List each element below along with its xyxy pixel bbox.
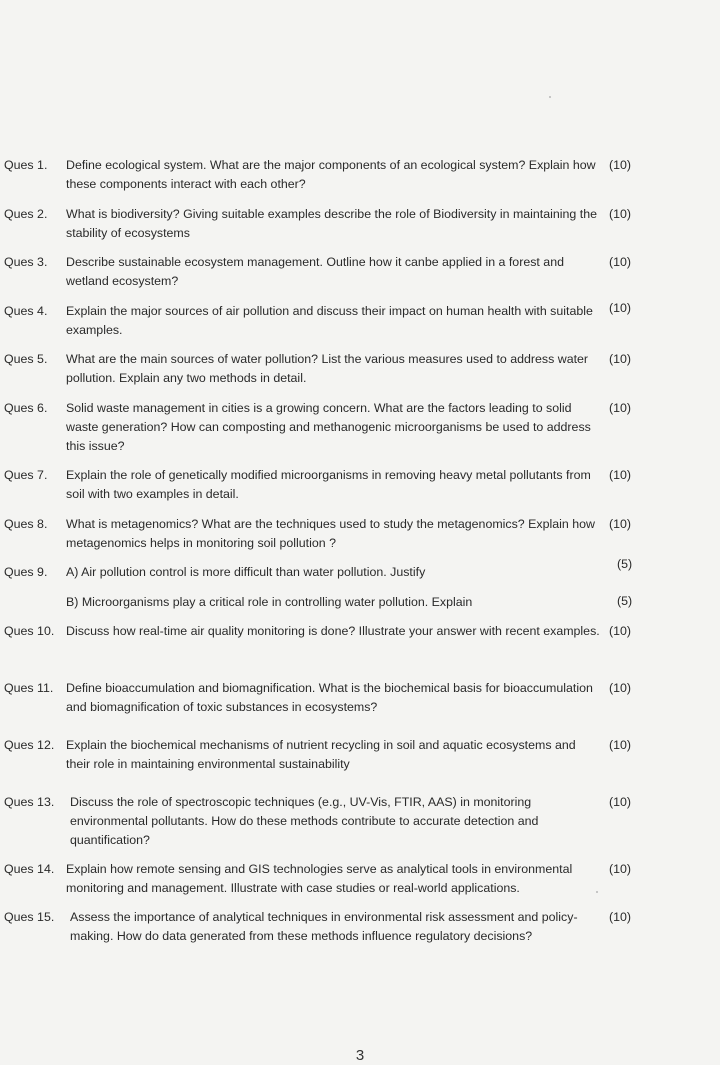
question-text: B) Microorganisms play a critical role in controlling water pollution. Explain <box>66 595 473 609</box>
question-text: What is biodiversity? Giving suitable examples describe the role of Biodiversity in maintaining the stability of ecosystems <box>66 207 597 240</box>
question-marks: (10) <box>609 352 632 366</box>
question-text: Describe sustainable ecosystem management. Outline how it canbe applied in a forest and wetland ecosystem? <box>66 255 564 288</box>
question-number: Ques 9. <box>4 565 48 579</box>
question-marks: (5) <box>617 557 633 571</box>
question-text: Explain the role of genetically modified microorganisms in removing heavy metal pollutants from soil with two examples in detail. <box>66 468 591 501</box>
question-text: Assess the importance of analytical techniques in environmental risk assessment and policy-making. How do data generated from these methods influence regulatory decisions? <box>70 910 578 943</box>
question-text: A) Air pollution control is more difficult than water pollution. Justify <box>66 565 426 579</box>
question-number: Ques 1. <box>4 158 48 172</box>
question-number: Ques 5. <box>4 352 48 366</box>
question-text: Discuss how real-time air quality monitoring is done? Illustrate your answer with recent examples. <box>66 624 600 638</box>
question-text: Explain the major sources of air pollution and discuss their impact on human health with suitable examples. <box>66 304 593 337</box>
question-text: What is metagenomics? What are the techniques used to study the metagenomics? Explain how metagenomics helps in monitoring soil pollution ? <box>66 517 595 550</box>
question-number: Ques 3. <box>4 255 48 269</box>
question-text: Define ecological system. What are the major components of an ecological system? Explain how these components interact with each other? <box>66 158 596 191</box>
question-marks: (10) <box>609 681 632 695</box>
scan-speck <box>549 96 551 98</box>
question-marks: (10) <box>609 862 632 876</box>
question-number: Ques 14. <box>4 862 55 876</box>
question-number: Ques 8. <box>4 517 48 531</box>
question-marks: (10) <box>609 207 632 221</box>
question-marks: (10) <box>609 401 632 415</box>
question-marks: (10) <box>609 738 632 752</box>
question-number: Ques 15. <box>4 910 55 924</box>
question-marks: (10) <box>609 255 632 269</box>
question-marks: (10) <box>609 517 632 531</box>
question-number: Ques 13. <box>4 795 55 809</box>
question-text: Explain how remote sensing and GIS technologies serve as analytical tools in environmental monitoring and management. Illustrate with case studies or real-world applications. <box>66 862 573 895</box>
question-marks: (10) <box>609 301 632 315</box>
question-number: Ques 6. <box>4 401 48 415</box>
page-number: 3 <box>355 1047 365 1064</box>
question-text: Define bioaccumulation and biomagnification. What is the biochemical basis for bioaccumulation and biomagnification of toxic substances in ecosystems? <box>66 681 593 714</box>
question-number: Ques 7. <box>4 468 48 482</box>
question-text: What are the main sources of water pollution? List the various measures used to address water pollution. Explain any two methods in detail. <box>66 352 589 385</box>
question-text: Solid waste management in cities is a growing concern. What are the factors leading to solid waste generation? How can composting and methanogenic microorganisms be used to address this issue? <box>66 401 591 453</box>
question-marks: (10) <box>609 795 632 809</box>
question-marks: (10) <box>609 158 632 172</box>
question-marks: (5) <box>617 594 633 608</box>
question-marks: (10) <box>609 624 632 638</box>
question-text: Discuss the role of spectroscopic techniques (e.g., UV-Vis, FTIR, AAS) in monitoring environmental pollutants. How do these methods contribute to accurate detection and quantification? <box>70 795 539 847</box>
question-number: Ques 12. <box>4 738 55 752</box>
question-number: Ques 4. <box>4 304 48 318</box>
question-number: Ques 10. <box>4 624 55 638</box>
question-marks: (10) <box>609 468 632 482</box>
question-marks: (10) <box>609 910 632 924</box>
question-text: Explain the biochemical mechanisms of nutrient recycling in soil and aquatic ecosystems and their role in maintaining environmental sustainability <box>66 738 576 771</box>
question-number: Ques 11. <box>4 681 54 695</box>
question-number: Ques 2. <box>4 207 48 221</box>
